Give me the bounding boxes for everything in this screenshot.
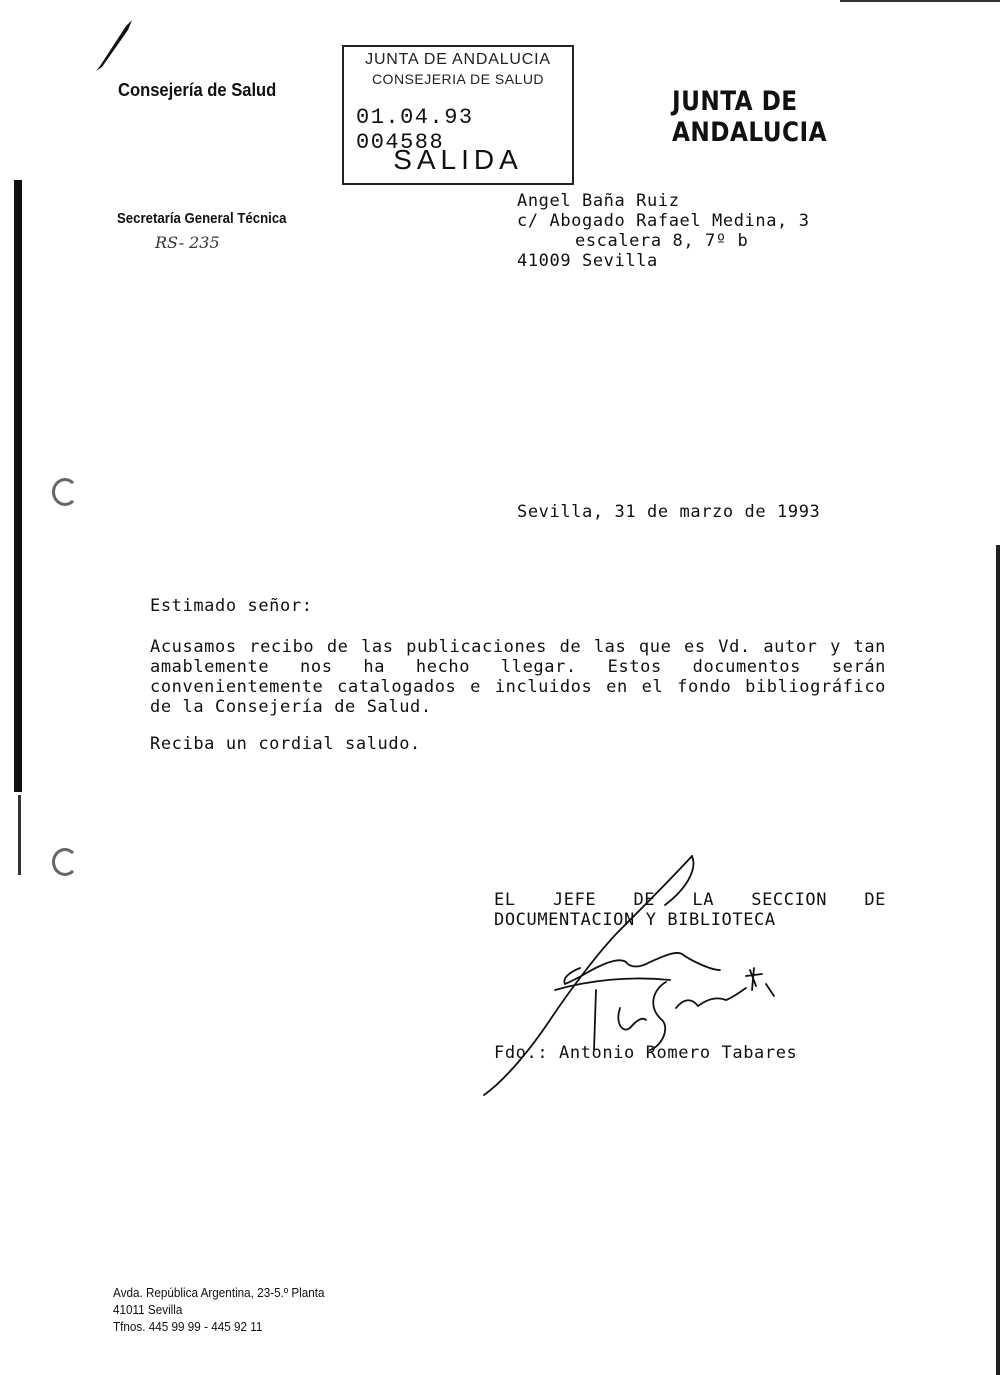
footer-address-block	[113, 1284, 325, 1335]
scan-edge-line	[840, 0, 1000, 2]
signatory-title-line2: DOCUMENTACION Y BIBLIOTECA	[494, 910, 776, 930]
body-paragraph: Acusamos recibo de las publicaciones de las que es Vd. autor y tan amablemente nos ha hecho llegar. Estos documentos serán convenientemente catalogados e incluidos en el fondo bibliográfico de la Consejería de Salud.	[150, 637, 886, 717]
office-name: Secretaría General Técnica	[117, 210, 287, 227]
reference-number: RS- 235	[155, 233, 220, 252]
stamp-department: CONSEJERIA DE SALUD	[371, 71, 545, 87]
scan-edge-bar	[14, 180, 22, 792]
recipient-name: Angel Baña Ruiz	[517, 191, 680, 211]
scan-edge-bar	[18, 795, 21, 875]
junta-logo-text: JUNTA DE ANDALUCIA	[672, 86, 828, 148]
footer-phones: Tfnos. 445 99 99 - 445 92 11	[113, 1319, 263, 1334]
stamp-authority: JUNTA DE ANDALUCIA	[365, 51, 551, 68]
quill-logo-icon	[92, 18, 136, 72]
stamp-type: SALIDA	[393, 144, 523, 175]
recipient-street: c/ Abogado Rafael Medina, 3	[517, 211, 810, 231]
footer-city: 41011 Sevilla	[113, 1302, 183, 1317]
handwritten-signature	[470, 850, 790, 1110]
closing: Reciba un cordial saludo.	[150, 734, 421, 754]
signatory-name: Fdo.: Antonio Romero Tabares	[494, 1043, 798, 1063]
greeting: Estimado señor:	[150, 596, 313, 616]
recipient-floor: escalera 8, 7º b	[575, 231, 749, 251]
scan-edge-bar	[996, 545, 1000, 1375]
department-name: Consejería de Salud	[118, 80, 277, 100]
registry-stamp	[342, 45, 574, 185]
punch-hole-icon	[52, 478, 78, 506]
footer-address: Avda. República Argentina, 23-5.º Planta	[113, 1285, 325, 1300]
punch-hole-icon	[52, 848, 78, 876]
stamp-registry-number: 01.04.93 004588	[356, 105, 474, 155]
recipient-address	[517, 191, 810, 271]
date-line: Sevilla, 31 de marzo de 1993	[517, 502, 821, 522]
signatory-title-line1: EL JEFE DE LA SECCION DE	[494, 890, 886, 910]
recipient-city: 41009 Sevilla	[517, 251, 658, 271]
